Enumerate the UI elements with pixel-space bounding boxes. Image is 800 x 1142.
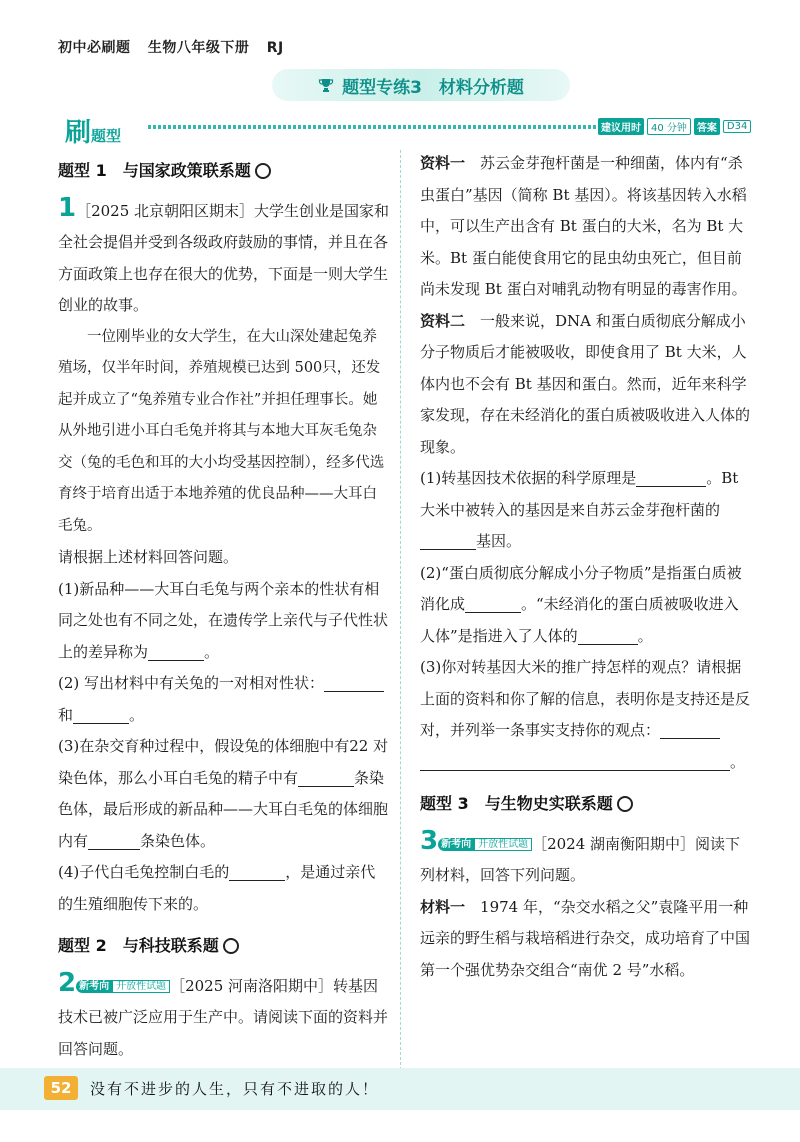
question-number: 1: [58, 192, 77, 223]
answer-blank[interactable]: [324, 675, 384, 692]
material-a-label: 材料一: [420, 897, 466, 916]
time-value: 40 分钟: [647, 118, 691, 135]
part-4-text-a: (4)子代白毛兔控制白毛的: [58, 863, 230, 881]
question-1-prompt: 请根据上述材料回答问题。: [58, 548, 239, 566]
section-1-heading: [58, 155, 390, 187]
new-direction-badge: [438, 838, 532, 852]
r3-end: 。: [730, 752, 746, 771]
badge-new: 新考向: [76, 980, 112, 993]
question-2-part-3: [420, 652, 752, 778]
question-1-part-1: (1)新品种——大耳白毛兔与两个亲本的性状有相同之处也有不同之处，在遗传学上亲代与子代性状上的差异称为 。: [58, 579, 389, 661]
part-3-text-a: (3)在杂交育种过程中，假设兔的体细胞中有22 对染色体，那么小耳白毛兔的精子中有: [58, 737, 389, 787]
brand-divider: [148, 125, 596, 129]
section-3-heading: [420, 788, 752, 820]
question-1-intro: ［2025 北京朝阳区期末］大学生创业是国家和全社会提倡并受到各级政府鼓励的事情，并且在各方面政策上也存在很大的优势，下面是一则大学生创业的故事。: [58, 201, 390, 314]
material-a-text: 1974 年，“杂交水稻之父”袁隆平用一种远亲的野生稻与栽培稻进行杂交，成功培育了中国第一个强优势杂交组合“南优 2 号”水稻。: [420, 897, 751, 979]
subject-name: 生物八年级下册: [147, 40, 250, 56]
material-2-text: 一般来说，DNA 和蛋白质彻底分解成小分子物质后才能被吸收，即使食用了 Bt 大米，人体内也不会有 Bt 基因和蛋白。然而，近年来科学家发现，存在未经消化的蛋白质被吸收进入人体的现象。: [420, 311, 751, 456]
badge-open: 开放性试题: [474, 838, 532, 851]
part-2-text: (2) 写出材料中有关兔的一对相对性状：: [58, 674, 325, 692]
badge-new: 新考向: [438, 838, 474, 851]
trophy-icon: [318, 77, 334, 93]
part-3-text-b: 条染色体，最后形成的新品种——大耳白毛兔的体细胞内有: [58, 768, 389, 850]
target-icon: [255, 163, 271, 179]
material-2-label: 资料二: [420, 311, 466, 330]
r1-text-c: 基因。: [476, 532, 522, 550]
question-number: 2: [58, 967, 77, 998]
left-column: [58, 155, 390, 1065]
part-2-and: 和: [58, 705, 74, 724]
question-3: [420, 826, 752, 892]
section-brand: [65, 112, 121, 149]
question-1-part-3: [58, 731, 390, 857]
material-1-text: 苏云金芽孢杆菌是一种细菌，体内有“杀虫蛋白”基因（简称 Bt 基因）。将该基因转入水稻中，可以生产出含有 Bt 蛋白的大米，名为 Bt 大米。Bt 蛋白能使食用它的昆虫幼虫死亡，但目前尚未发现 Bt 蛋白对哺乳动物有明显的毒害作用。: [420, 154, 747, 298]
answer-label: 答案: [694, 118, 720, 135]
brand-big: 刷: [65, 118, 92, 148]
answer-blank[interactable]: [636, 470, 706, 487]
question-2-part-1: [420, 463, 752, 558]
answer-blank[interactable]: [465, 596, 521, 613]
part-4-text-b: ，是通过亲代的生殖细胞传下来的。: [58, 863, 376, 913]
answer-blank[interactable]: [88, 833, 140, 850]
answer-value: D34: [723, 120, 751, 133]
page-title: [272, 69, 570, 101]
answer-blank[interactable]: [420, 533, 476, 550]
title-text: 题型专练3 材料分析题: [342, 77, 524, 98]
r2-text-a: (2)“蛋白质彻底分解成小分子物质”是指蛋白质被消化成: [420, 563, 742, 613]
book-name: 初中必刷题: [58, 40, 131, 56]
footer-motto: 没有不进步的人生，只有不进取的人！: [90, 1080, 380, 1098]
part-3-text-c: 条染色体。: [140, 831, 216, 850]
time-label: 建议用时: [598, 118, 644, 135]
question-3-intro: ［2024 湖南衡阳期中］阅读下列材料，回答下列问题。: [420, 834, 741, 884]
material-a: [420, 892, 752, 987]
part-1-text: (1)新品种——大耳白毛兔与两个亲本的性状有相同之处也有不同之处，在遗传学上亲代与子代性状上的差异称为: [58, 579, 389, 661]
answer-blank[interactable]: [73, 707, 129, 724]
target-icon: [617, 796, 633, 812]
material-1-label: 资料一: [420, 154, 466, 172]
answer-blank[interactable]: [660, 722, 720, 739]
question-1: [58, 193, 390, 322]
r2-text-b: 。“未经消化的蛋白质被吸收进入人体”是指进入了人体的: [420, 595, 739, 645]
brand-small: 题型: [91, 127, 122, 145]
target-icon: [223, 938, 239, 954]
r1-text-a: (1)转基因技术依据的科学原理是: [420, 469, 637, 487]
section-2-heading: [58, 930, 390, 962]
answer-blank[interactable]: [578, 628, 638, 645]
question-2: [58, 968, 390, 1066]
material-1: [420, 148, 752, 306]
question-1-part-4: [58, 857, 390, 920]
r3-text: (3)你对转基因大米的推广持怎样的观点？请根据上面的资料和你了解的信息，表明你是支持还是反对，并列举一条事实支持你的观点：: [420, 658, 751, 739]
question-1-story: 一位刚毕业的女大学生，在大山深处建起兔养殖场，仅半年时间，养殖规模已达到 500只，还发起并成立了“兔养殖专业合作社”并担任理事长。她从外地引进小耳白毛兔并将其与本地大耳灰毛兔杂交（兔的毛色和耳的大小均受基因控制），经多代选育终于培育出适于本地养殖的优良品种——大耳白毛兔。: [58, 328, 385, 534]
answer-blank[interactable]: [148, 644, 204, 661]
question-1-part-2: (2) 写出材料中有关兔的一对相对性状：和 。: [58, 668, 390, 731]
right-column: [420, 148, 752, 986]
answer-blank[interactable]: [298, 770, 354, 787]
question-number: 3: [420, 825, 439, 856]
material-2: [420, 306, 752, 464]
r1-text-b: 。Bt 大米中被转入的基因是来自苏云金芽孢杆菌的: [420, 469, 739, 519]
answer-blank[interactable]: [420, 754, 730, 771]
section-2-title: 题型 2 与科技联系题: [58, 936, 219, 955]
page-number: 52: [44, 1076, 78, 1100]
edition: RJ: [266, 40, 284, 56]
running-header: [58, 37, 296, 57]
question-2-part-2: [420, 558, 752, 653]
badge-open: 开放性试题: [112, 980, 170, 993]
new-direction-badge: [76, 980, 170, 994]
time-answer-meta: [598, 118, 751, 135]
column-divider: [400, 150, 401, 1070]
answer-blank[interactable]: [229, 864, 285, 881]
page-footer: [0, 1068, 800, 1110]
section-3-title: 题型 3 与生物史实联系题: [420, 794, 613, 813]
section-1-title: 题型 1 与国家政策联系题: [58, 161, 251, 180]
question-2-intro: ［2025 河南洛阳期中］转基因技术已被广泛应用于生产中。请阅读下面的资料并回答问题。: [58, 976, 389, 1058]
r2-text-c: 。: [637, 626, 653, 645]
